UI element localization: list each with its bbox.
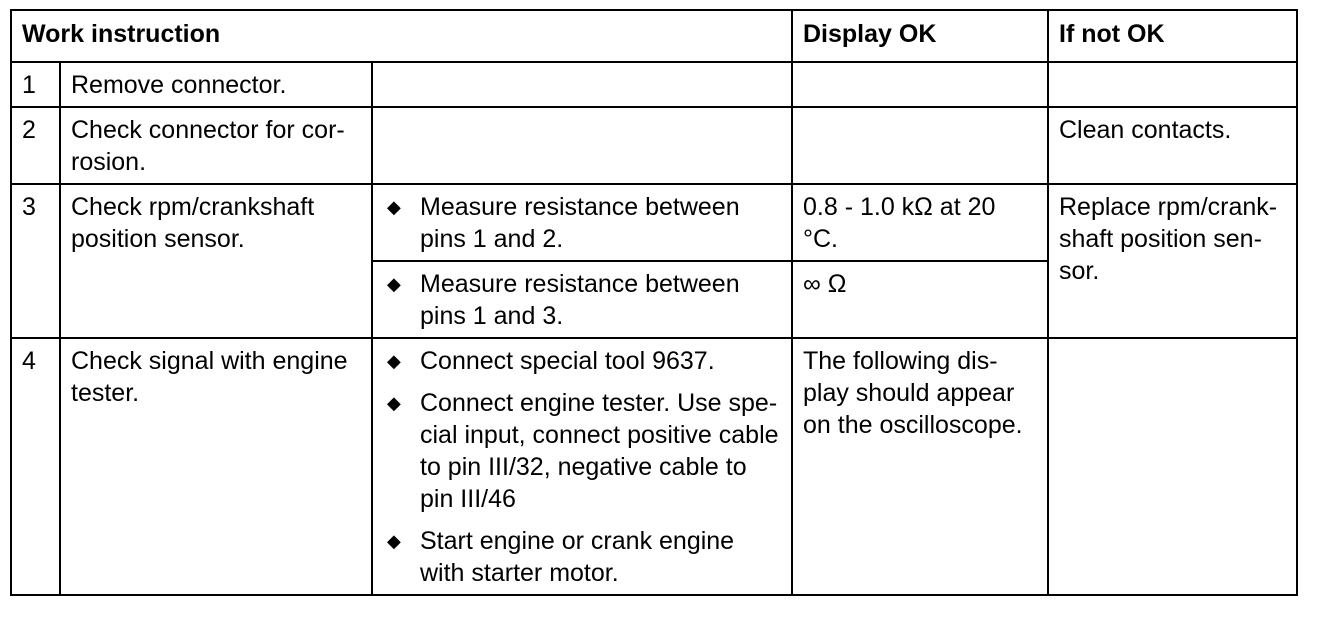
procedure-text: Connect engine tester. Use spe-cial input, connect positive cable to pin III/32, negative cable to pin III/46 xyxy=(420,389,779,513)
header-row xyxy=(11,10,1297,62)
step-number: 2 xyxy=(11,107,60,184)
display-ok-cell: 0.8 - 1.0 kΩ at 20 °C. xyxy=(792,184,1048,261)
if-not-ok-cell: Replace rpm/crank-shaft position sen-sor. xyxy=(1048,184,1297,338)
procedure-bullet xyxy=(383,268,781,332)
header-work-instruction: Work instruction xyxy=(11,10,792,62)
table-row xyxy=(11,107,1297,184)
procedure-bullet xyxy=(383,525,781,589)
procedure-bullet xyxy=(383,387,781,515)
if-not-ok-cell xyxy=(1048,62,1297,107)
procedure-bullet xyxy=(383,191,781,255)
display-ok-cell: The following dis-play should appear on the oscilloscope. xyxy=(792,338,1048,595)
header-display-ok: Display OK xyxy=(792,10,1048,62)
table-row xyxy=(11,62,1297,107)
diamond-bullet-icon: ◆ xyxy=(387,197,401,217)
instruction-cell: Check rpm/crankshaft position sensor. xyxy=(60,184,372,338)
step-number: 4 xyxy=(11,338,60,595)
display-ok-cell: ∞ Ω xyxy=(792,261,1048,338)
procedure-text: Connect special tool 9637. xyxy=(420,347,715,375)
display-ok-cell xyxy=(792,62,1048,107)
diamond-bullet-icon: ◆ xyxy=(387,531,401,551)
procedure-bullet xyxy=(383,345,781,377)
header-if-not-ok: If not OK xyxy=(1048,10,1297,62)
if-not-ok-cell xyxy=(1048,338,1297,595)
instruction-cell: Remove connector. xyxy=(60,62,372,107)
work-instruction-table xyxy=(10,9,1298,596)
procedure-text: Measure resistance between pins 1 and 2. xyxy=(420,193,740,253)
procedure-cell xyxy=(372,338,792,595)
table-row xyxy=(11,184,1297,261)
step-number: 1 xyxy=(11,62,60,107)
table-row xyxy=(11,338,1297,595)
display-ok-cell xyxy=(792,107,1048,184)
procedure-text: Start engine or crank engine with starter motor. xyxy=(420,527,735,587)
procedure-cell xyxy=(372,62,792,107)
procedure-cell xyxy=(372,261,792,338)
if-not-ok-cell: Clean contacts. xyxy=(1048,107,1297,184)
step-number: 3 xyxy=(11,184,60,338)
procedure-cell xyxy=(372,107,792,184)
instruction-cell: Check connector for cor-rosion. xyxy=(60,107,372,184)
instruction-cell: Check signal with engine tester. xyxy=(60,338,372,595)
procedure-cell xyxy=(372,184,792,261)
diamond-bullet-icon: ◆ xyxy=(387,393,401,413)
diamond-bullet-icon: ◆ xyxy=(387,274,401,294)
diamond-bullet-icon: ◆ xyxy=(387,351,401,371)
procedure-text: Measure resistance between pins 1 and 3. xyxy=(420,270,740,330)
